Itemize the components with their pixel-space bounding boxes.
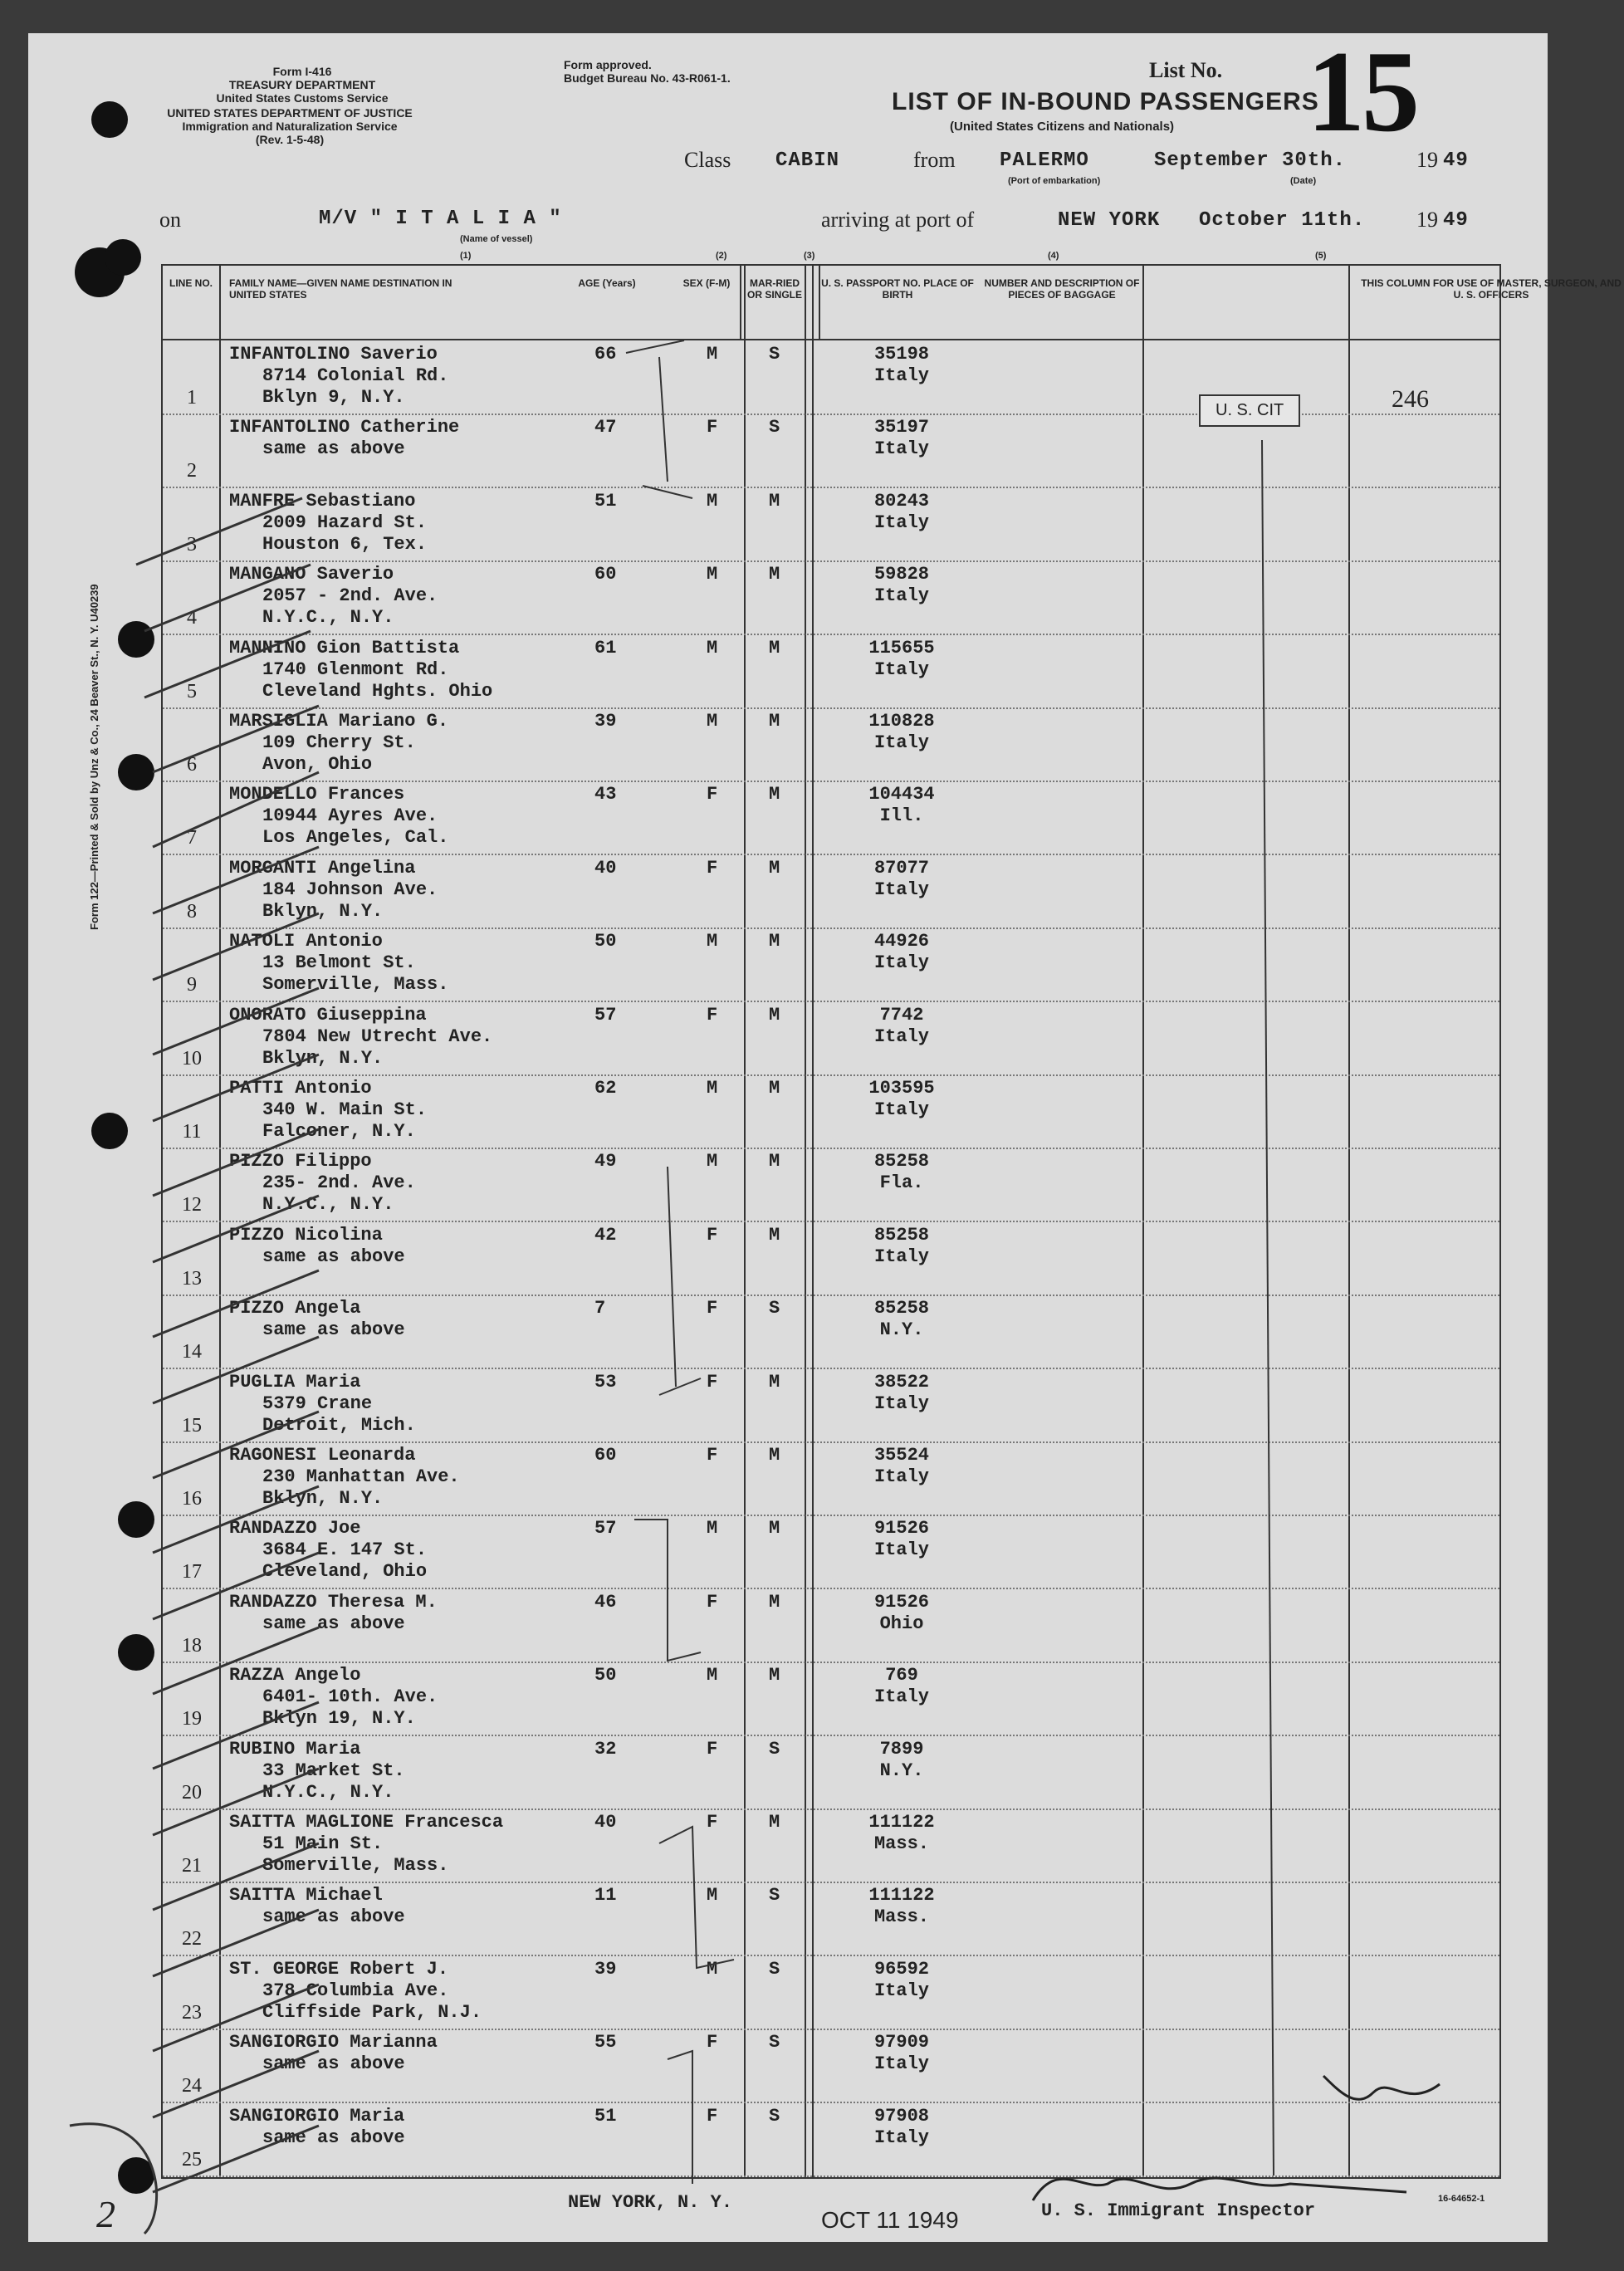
passenger-name: NATOLI Antonio [229, 931, 383, 952]
ins-service: Immigration and Naturalization Service [182, 120, 398, 133]
form-number: Form I-416 [272, 65, 332, 78]
sex-value: M [707, 1665, 718, 1686]
age-value: 53 [594, 1371, 617, 1392]
col-num-3: (3) [804, 251, 815, 261]
marital-value: M [769, 711, 780, 732]
passenger-name: ST. GEORGE Robert J. [229, 1958, 449, 1980]
age-value: 7 [594, 1298, 606, 1319]
sex-value: M [707, 1078, 718, 1099]
passenger-name: MANFRE Sebastiano [229, 490, 416, 511]
passport-number: 111122 [868, 1812, 935, 1833]
age-value: 55 [594, 2032, 617, 2053]
marital-value: S [769, 344, 780, 365]
footer-signer-title: U. S. Immigrant Inspector [1041, 2200, 1316, 2221]
year-prefix-1: 19 [1416, 148, 1438, 172]
sex-value: M [707, 1958, 718, 1980]
birth-place: Italy [873, 1099, 929, 1120]
marital-value: S [769, 2032, 780, 2053]
marital-value: M [769, 1445, 780, 1466]
address-line-2: Cleveland, Ohio [262, 1561, 428, 1583]
address-line-2: Detroit, Mich. [262, 1414, 416, 1436]
justice-dept: UNITED STATES DEPARTMENT OF JUSTICE [167, 106, 413, 120]
line-number: 13 [182, 1267, 202, 1290]
marital-value: M [769, 1812, 780, 1833]
marital-value: M [769, 1665, 780, 1686]
age-value: 51 [594, 2105, 617, 2127]
address-line-1: same as above [262, 1906, 405, 1928]
passport-number: 59828 [873, 564, 929, 585]
line-number: 9 [187, 974, 197, 996]
passport-number: 35524 [873, 1445, 929, 1466]
header-officers: THIS COLUMN FOR USE OF MASTER, SURGEON, AND U. S. OFFICERS [1361, 277, 1622, 301]
birth-place: Italy [873, 732, 929, 753]
birth-place: Italy [873, 879, 929, 900]
birth-place: Italy [873, 658, 929, 680]
address-line-2: Bklyn, N.Y. [262, 900, 384, 922]
age-value: 32 [594, 1738, 617, 1760]
passport-number: 35198 [873, 344, 929, 365]
line-number: 18 [182, 1634, 202, 1657]
year-prefix-2: 19 [1416, 208, 1438, 232]
passport-number: 7899 [879, 1738, 924, 1760]
marital-value: M [769, 1224, 780, 1246]
passenger-name: RANDAZZO Joe [229, 1518, 361, 1539]
address-line-2: Cliffside Park, N.J. [262, 2001, 482, 2023]
treasury-dept: TREASURY DEPARTMENT [228, 78, 376, 91]
form-approved: Form approved. [564, 58, 652, 71]
age-value: 40 [594, 1812, 617, 1833]
header-sex: SEX (F-M) [682, 277, 731, 289]
passenger-name: ONORATO Giuseppina [229, 1004, 427, 1025]
birth-place: Italy [873, 1466, 929, 1487]
address-line-1: 7804 New Utrecht Ave. [262, 1025, 493, 1047]
passport-number: 769 [885, 1665, 918, 1686]
address-line-2: N.Y.C., N.Y. [262, 1194, 394, 1216]
age-value: 57 [594, 1518, 617, 1539]
address-line-2: Bklyn 19, N.Y. [262, 1708, 416, 1730]
address-line-1: 33 Market St. [262, 1760, 405, 1781]
passenger-name: PUGLIA Maria [229, 1371, 361, 1392]
passport-number: 91526 [873, 1518, 929, 1539]
arrival-port: NEW YORK [1058, 209, 1161, 232]
list-number: 15 [1307, 27, 1416, 156]
line-number: 16 [182, 1488, 202, 1510]
line-number: 4 [187, 607, 197, 629]
address-line-2: Bklyn, N.Y. [262, 1488, 384, 1509]
birth-place: Italy [873, 2127, 929, 2148]
birth-place: Ohio [879, 1613, 924, 1634]
age-value: 47 [594, 417, 617, 438]
marital-value: M [769, 1371, 780, 1392]
birth-place: Italy [873, 438, 929, 460]
passport-number: 80243 [873, 490, 929, 511]
embark-port: PALERMO [1000, 149, 1089, 172]
age-value: 49 [594, 1151, 617, 1172]
header-age: AGE (Years) [578, 277, 636, 289]
passenger-name: SAITTA MAGLIONE Francesca [229, 1812, 504, 1833]
line-number: 19 [182, 1708, 202, 1730]
birth-place: Italy [873, 1539, 929, 1561]
passport-number: 111122 [868, 1885, 935, 1906]
marital-value: M [769, 1518, 780, 1539]
line-number: 1 [187, 387, 197, 409]
sex-value: F [707, 1224, 718, 1246]
sex-value: F [707, 1738, 718, 1760]
address-line-2: Los Angeles, Cal. [262, 827, 449, 849]
address-line-1: same as above [262, 2053, 405, 2075]
passenger-name: INFANTOLINO Catherine [229, 417, 460, 438]
line-number: 6 [187, 754, 197, 776]
birth-place: Italy [873, 1686, 929, 1708]
date-caption: (Date) [1290, 176, 1317, 186]
passport-number: 97908 [873, 2105, 929, 2127]
address-line-1: 2009 Hazard St. [262, 511, 428, 533]
sex-value: M [707, 490, 718, 511]
address-line-2: N.Y.C., N.Y. [262, 1781, 394, 1803]
birth-place: Fla. [879, 1172, 924, 1194]
address-line-1: 3684 E. 147 St. [262, 1539, 428, 1561]
sex-value: F [707, 1812, 718, 1833]
col-num-4: (4) [1048, 251, 1059, 261]
address-line-1: same as above [262, 2127, 405, 2148]
age-value: 46 [594, 1591, 617, 1613]
passenger-name: RAGONESI Leonarda [229, 1445, 416, 1466]
passport-number: 85258 [873, 1151, 929, 1172]
passport-number: 85258 [873, 1224, 929, 1246]
address-line-2: Somerville, Mass. [262, 974, 449, 996]
footer-date-stamp: OCT 11 1949 [821, 2207, 959, 2233]
sex-value: F [707, 784, 718, 805]
address-line-2: N.Y.C., N.Y. [262, 607, 394, 629]
stamp-count: 246 [1392, 385, 1429, 413]
line-number: 24 [182, 2075, 202, 2097]
passport-number: 38522 [873, 1371, 929, 1392]
marital-value: M [769, 1151, 780, 1172]
address-line-1: same as above [262, 1246, 405, 1267]
passport-number: 104434 [868, 784, 935, 805]
marital-value: M [769, 1591, 780, 1613]
birth-place: Italy [873, 2053, 929, 2075]
sex-value: F [707, 2032, 718, 2053]
address-line-1: 13 Belmont St. [262, 952, 416, 974]
line-number: 3 [187, 533, 197, 556]
list-no-label: List No. [1149, 58, 1223, 82]
line-number: 17 [182, 1561, 202, 1583]
passport-number: 91526 [873, 1591, 929, 1613]
revision: (Rev. 1-5-48) [255, 133, 325, 146]
passenger-name: RAZZA Angelo [229, 1665, 361, 1686]
arrival-date: October 11th. [1199, 209, 1366, 232]
header-married: MAR-RIED OR SINGLE [746, 277, 802, 301]
birth-place: Italy [873, 952, 929, 974]
sex-value: M [707, 637, 718, 658]
line-number: 8 [187, 900, 197, 923]
passenger-name: INFANTOLINO Saverio [229, 344, 438, 365]
birth-place: Italy [873, 1980, 929, 2001]
from-label: from [913, 148, 956, 172]
passport-number: 103595 [868, 1078, 935, 1099]
embark-date: September 30th. [1154, 149, 1347, 172]
col-num-1: (1) [460, 251, 472, 261]
passenger-name: RANDAZZO Theresa M. [229, 1591, 438, 1613]
passenger-name: PIZZO Nicolina [229, 1224, 383, 1246]
passenger-name: MANGANO Saverio [229, 564, 394, 585]
passenger-name: SANGIORGIO Maria [229, 2105, 405, 2127]
printer-imprint: Form 122—Printed & Sold by Unz & Co., 24 Beaver St., N. Y. U40239 [88, 584, 100, 930]
sex-value: M [707, 931, 718, 952]
col-num-2: (2) [716, 251, 727, 261]
footer-place: NEW YORK, N. Y. [568, 2192, 733, 2213]
age-value: 60 [594, 564, 617, 585]
sex-value: M [707, 564, 718, 585]
marital-value: M [769, 931, 780, 952]
customs-service: United States Customs Service [216, 91, 389, 105]
address-line-2: Houston 6, Tex. [262, 533, 428, 555]
bracket-marks [626, 340, 1274, 2184]
line-number: 22 [182, 1928, 202, 1950]
address-line-1: 5379 Crane [262, 1392, 373, 1414]
marital-value: M [769, 564, 780, 585]
age-value: 42 [594, 1224, 617, 1246]
page-subtitle: (United States Citizens and Nationals) [950, 120, 1175, 134]
age-value: 60 [594, 1445, 617, 1466]
marital-value: S [769, 1298, 780, 1319]
sex-value: F [707, 1371, 718, 1392]
birth-place: Italy [873, 365, 929, 386]
passenger-name: MONDELLO Frances [229, 784, 405, 805]
line-number: 20 [182, 1781, 202, 1804]
passenger-name: PATTI Antonio [229, 1078, 372, 1099]
line-number: 12 [182, 1194, 202, 1216]
us-citizen-stamp: U. S. CIT [1199, 394, 1300, 427]
birth-place: N.Y. [879, 1319, 924, 1341]
passenger-name: MORGANTI Angelina [229, 857, 416, 879]
marital-value: M [769, 1078, 780, 1099]
age-value: 50 [594, 931, 617, 952]
line-number: 14 [182, 1341, 202, 1363]
address-line-2: Somerville, Mass. [262, 1855, 449, 1876]
sex-value: M [707, 1518, 718, 1539]
address-line-1: 378 Columbia Ave. [262, 1980, 449, 2001]
header-name: FAMILY NAME—GIVEN NAME DESTINATION IN UNITED STATES [229, 277, 452, 301]
address-line-1: 2057 - 2nd. Ave. [262, 585, 438, 607]
age-value: 51 [594, 490, 617, 511]
line-number: 2 [187, 460, 197, 482]
age-value: 57 [594, 1004, 617, 1025]
address-line-2: Cleveland Hghts. Ohio [262, 680, 493, 702]
age-value: 50 [594, 1665, 617, 1686]
sex-value: F [707, 1004, 718, 1025]
address-line-1: same as above [262, 1319, 405, 1341]
inspector-signature [1033, 2076, 1440, 2200]
passport-number: 85258 [873, 1298, 929, 1319]
col-num-5: (5) [1315, 251, 1327, 261]
birth-place: N.Y. [879, 1760, 924, 1781]
address-line-1: 1740 Glenmont Rd. [262, 658, 449, 680]
budget-bureau: Budget Bureau No. 43-R061-1. [564, 71, 731, 85]
year-value-1: 49 [1443, 149, 1469, 172]
address-line-1: 6401- 10th. Ave. [262, 1686, 438, 1708]
sex-value: M [707, 1885, 718, 1906]
marital-value: S [769, 1885, 780, 1906]
on-label: on [159, 208, 181, 232]
passenger-name: PIZZO Angela [229, 1298, 361, 1319]
address-line-1: same as above [262, 1613, 405, 1634]
class-label: Class [684, 148, 731, 172]
address-line-1: 230 Manhattan Ave. [262, 1466, 460, 1487]
address-line-1: 109 Cherry St. [262, 732, 416, 753]
passport-number: 110828 [868, 711, 935, 732]
birth-place: Italy [873, 1246, 929, 1267]
passport-number: 35197 [873, 417, 929, 438]
check-strokes [136, 498, 319, 2192]
circle-mark [70, 2124, 157, 2234]
header-baggage: NUMBER AND DESCRIPTION OF PIECES OF BAGGAGE [984, 277, 1140, 301]
line-number: 10 [182, 1047, 202, 1069]
passenger-name: PIZZO Filippo [229, 1151, 372, 1172]
sex-value: F [707, 1298, 718, 1319]
birth-place: Mass. [873, 1906, 929, 1928]
vessel-name: M/V " I T A L I A " [319, 208, 562, 230]
line-number: 5 [187, 680, 197, 702]
marital-value: S [769, 417, 780, 438]
line-number: 15 [182, 1414, 202, 1437]
passenger-name: SANGIORGIO Marianna [229, 2032, 438, 2053]
line-number: 21 [182, 1855, 202, 1877]
line-number: 7 [187, 827, 197, 849]
address-line-2: Bklyn, N.Y. [262, 1047, 384, 1069]
address-line-2: Bklyn 9, N.Y. [262, 387, 405, 408]
age-value: 61 [594, 637, 617, 658]
marital-value: M [769, 637, 780, 658]
sex-value: F [707, 2105, 718, 2127]
address-line-1: 8714 Colonial Rd. [262, 365, 449, 386]
birth-place: Italy [873, 1392, 929, 1414]
age-value: 40 [594, 857, 617, 879]
sex-value: F [707, 1445, 718, 1466]
class-value: CABIN [775, 149, 840, 172]
header-passport: U. S. PASSPORT NO. PLACE OF BIRTH [821, 277, 974, 301]
age-value: 43 [594, 784, 617, 805]
passenger-name: SAITTA Michael [229, 1885, 383, 1906]
page-title: LIST OF IN-BOUND PASSENGERS [892, 88, 1319, 115]
marital-value: M [769, 490, 780, 511]
address-line-1: 184 Johnson Ave. [262, 879, 438, 900]
address-line-1: same as above [262, 438, 405, 460]
line-number: 11 [182, 1121, 202, 1143]
header-line-no: LINE NO. [169, 277, 213, 289]
sex-value: F [707, 857, 718, 879]
line-number: 25 [182, 2148, 202, 2171]
address-line-2: Avon, Ohio [262, 754, 373, 775]
port-caption: (Port of embarkation) [1008, 176, 1101, 186]
footer-form-code: 16-64652-1 [1438, 2194, 1485, 2204]
marital-value: S [769, 1738, 780, 1760]
passport-number: 87077 [873, 857, 929, 879]
passport-number: 44926 [873, 931, 929, 952]
arriving-label: arriving at port of [821, 208, 975, 232]
marital-value: M [769, 784, 780, 805]
marital-value: M [769, 1004, 780, 1025]
age-value: 11 [594, 1885, 617, 1906]
birth-place: Italy [873, 511, 929, 533]
circled-number: 2 [96, 2193, 115, 2235]
handwritten-marks [28, 33, 1548, 2242]
sex-value: M [707, 711, 718, 732]
marital-value: M [769, 857, 780, 879]
year-value-2: 49 [1443, 209, 1469, 232]
address-line-1: 340 W. Main St. [262, 1099, 428, 1120]
passenger-name: RUBINO Maria [229, 1738, 361, 1760]
age-value: 66 [594, 344, 617, 365]
sex-value: M [707, 344, 718, 365]
birth-place: Mass. [873, 1833, 929, 1854]
birth-place: Italy [873, 585, 929, 607]
sex-value: M [707, 1151, 718, 1172]
age-value: 39 [594, 711, 617, 732]
marital-value: S [769, 1958, 780, 1980]
passport-number: 96592 [873, 1958, 929, 1980]
marital-value: S [769, 2105, 780, 2127]
vessel-caption: (Name of vessel) [460, 234, 533, 244]
address-line-2: Falconer, N.Y. [262, 1121, 416, 1142]
manifest-page [28, 27, 1622, 2242]
line-number: 23 [182, 2001, 202, 2024]
address-line-1: 51 Main St. [262, 1833, 384, 1854]
birth-place: Ill. [879, 805, 924, 827]
age-value: 39 [594, 1958, 617, 1980]
sex-value: F [707, 1591, 718, 1613]
address-line-1: 10944 Ayres Ave. [262, 805, 438, 827]
passenger-name: MANNINO Gion Battista [229, 637, 460, 658]
passenger-name: MARSIGLIA Mariano G. [229, 711, 449, 732]
passport-number: 7742 [879, 1004, 924, 1025]
passport-number: 97909 [873, 2032, 929, 2053]
passport-number: 115655 [868, 637, 935, 658]
sex-value: F [707, 417, 718, 438]
address-line-1: 235- 2nd. Ave. [262, 1172, 416, 1194]
age-value: 62 [594, 1078, 617, 1099]
birth-place: Italy [873, 1025, 929, 1047]
